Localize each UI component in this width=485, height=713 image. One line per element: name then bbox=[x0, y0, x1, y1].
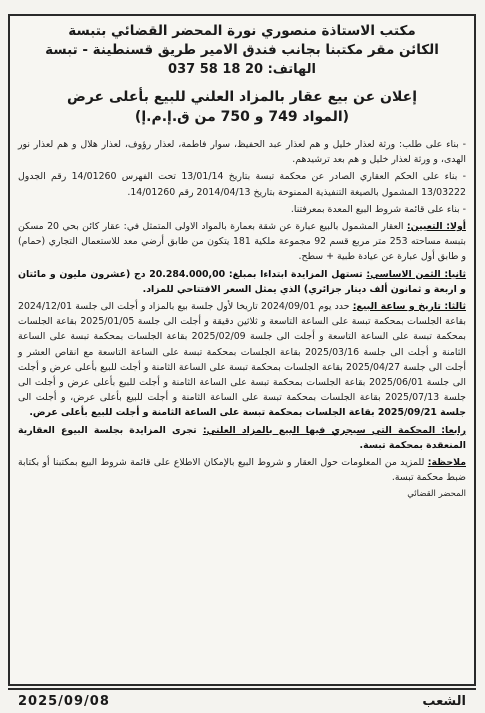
legal-notice bbox=[8, 14, 476, 686]
designation-text: العقار المشمول بالبيع عبارة عن شقة بعمارة بالمواد الاولى المتمثل في: عقار كائن بحي 20 مسكن بتبسة مساحته 253 متر مربع قسم 92 مجموعة ملكية 181 يتكون من طابق أرضي معد للاستعمال التجاري (حمام) و طابق أول عبارة عن عيادة طبية + سطح. bbox=[18, 221, 466, 263]
signature: المحضر القضائي bbox=[407, 489, 466, 500]
office-name: مكتب الاستاذة منصوري نورة المحضر القضائي بتبسة bbox=[68, 23, 416, 39]
office-phone: الهاتف: 20 18 58 037 bbox=[168, 62, 316, 77]
notice-articles: (المواد 749 و 750 من ق.إ.م.إ) bbox=[134, 109, 350, 125]
note-text: للمزيد من المعلومات حول العقار و شروط البيع بالإمكان الاطلاع على قائمة شروط البيع بمكتبنا أو بكتابة ضبط محكمة تبسة. bbox=[18, 457, 466, 484]
paragraph-request: - بناء على طلب: ورثة لعذار خليل و هم لعذار عبد الحفيظ، سوار فاطمة، لعذار رؤوف، لعذار هلال و هم لعذار نور الهدى، و ورثة لعذار خليل و هم بعد ترشيدهم. bbox=[18, 139, 466, 166]
newspaper-name: الشعب bbox=[422, 693, 466, 709]
paragraph-note bbox=[18, 455, 466, 485]
publication-date: 2025/09/08 bbox=[18, 693, 110, 709]
sale-date-final: جلسة 2025/09/21 بقاعة الجلسات بمحكمة تبسة على الساعة الثامنة و أجلت للبيع بأعلى عرض. bbox=[29, 407, 466, 419]
newspaper-footer bbox=[8, 688, 476, 712]
office-address: الكائن مقر مكتبنا بجانب فندق الامير طريق قسنطينة - تبسة bbox=[45, 42, 439, 58]
court-label: رابعا: المحكمة التي سيجري فيها البيع بالمزاد العلني: bbox=[202, 424, 467, 436]
note-label: ملاحظة: bbox=[427, 457, 466, 469]
paragraph-judgment: - بناء على الحكم العقاري الصادر عن محكمة تبسة بتاريخ 13/01/14 تحت الفهرس 14/01260 رقم الجدول 13/03222 المشمول بالصيغة التنفيذية الممنوحة بتاريخ 2014/04/13 رقم 14/01260. bbox=[18, 171, 466, 198]
paragraph-sale-date bbox=[18, 299, 466, 421]
paragraph-designation bbox=[18, 219, 466, 265]
base-price-text: تستهل المزايدة ابتداءا بمبلغ: 20.284.000,00 دج (عشرون مليون و مائتان و اربعة و ثمانون ألف دينار جزائري) الذي يمثل السعر الافتتاحي للمزاد. bbox=[18, 268, 466, 295]
notice-title: إعلان عن بيع عقار بالمزاد العلني للبيع بأعلى عرض bbox=[66, 89, 417, 105]
base-price-label: ثانيا: الثمن الاساسي: bbox=[366, 268, 467, 280]
notice-body bbox=[18, 137, 466, 503]
paragraph-base-price bbox=[18, 267, 466, 297]
paragraph-court bbox=[18, 423, 466, 453]
designation-label: أولا: التعيين: bbox=[406, 221, 466, 233]
court-text: تجرى المزايدة بجلسة البيوع العقارية المنعقدة بمحكمة تبسة. bbox=[18, 424, 466, 451]
sale-date-text: حدد يوم 2024/09/01 تاريخا لأول جلسة بيع بالمزاد و أجلت الى جلسة 2024/12/01 بقاعة الجلسات بمحكمة تبسة على الساعة التاسعة و ثلاثين دقيقة و أجلت الى جلسة 2025/01/05 بقاعة الجلسات بمحكمة تبسة على الساعة التاسعة و أجلت الى جلسة 2025/02/09 بقاعة الجلسات بمحكمة تبسة على الساعة الثامنة و أجلت الى جلسة 2025/03/16 بقاعة الجلسات بمحكمة تبسة على الساعة التاسعة مع انقاص العشر و أجلت الى جلسة 2025/04/27 بقاعة الجلسات بمحكمة تبسة على الساعة الثامنة و أجلت للبيع بأعلى عرض و أجلت الى جلسة 2025/06/01 بقاعة الجلسات بمحكمة تبسة على الساعة الثامنة و أجلت للبيع بأعلى عرض و أجلت الى جلسة 2025/07/13 بقاعة الجلسات بمحكمة تبسة على الساعة الثامنة و أجلت للبيع بأعلى عرض، و أجلت الى bbox=[18, 301, 467, 404]
sale-date-label: ثالثا: تاريخ و ساعة البيع: bbox=[352, 301, 467, 313]
paragraph-conditions: - بناء على قائمة شروط البيع المعدة بمعرفتنا. bbox=[290, 203, 466, 215]
